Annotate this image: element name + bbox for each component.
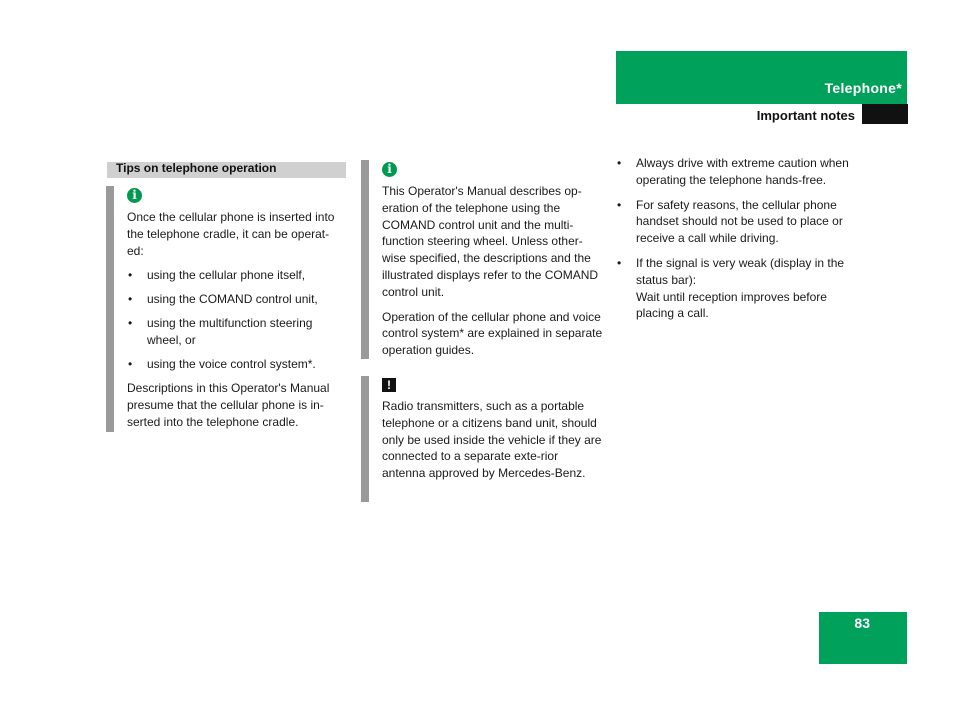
safety-list — [616, 155, 861, 330]
list-item: • using the voice control system*. — [127, 356, 350, 373]
operation-methods-list — [127, 267, 350, 372]
note-intro: Once the cellular phone is inserted into the telephone cradle, it can be operat-ed: — [127, 210, 335, 258]
list-item: • using the multifunction steering wheel, or — [127, 315, 337, 349]
info-icon: i — [127, 188, 142, 203]
info-note-manual — [361, 160, 606, 359]
list-item: • Always drive with extreme caution when operating the telephone hands-free. — [616, 155, 861, 189]
section-marker — [862, 104, 908, 124]
info-paragraph: This Operator's Manual describes op-eration of the telephone using the COMAND control unit and the multi-function steering wheel. Unless other-wise specified, the descriptions and the illustrated displays refer to the COMAND control unit. — [382, 184, 599, 299]
list-item: • For safety reasons, the cellular phone handset should not be used to place or receive a call while driving. — [616, 197, 861, 247]
chapter-tab — [616, 51, 907, 104]
warning-icon: ! — [382, 378, 396, 392]
page-number: 83 — [854, 615, 870, 631]
list-item: • using the COMAND control unit, — [127, 291, 350, 308]
note-outro: Descriptions in this Operator's Manual presume that the cellular phone is in-serted into the telephone cradle. — [127, 381, 330, 429]
warning-text: Radio transmitters, such as a portable telephone or a citizens band unit, should only be used inside the vehicle if they are connected to a separate exte-rior antenna approved by Mercedes-Benz. — [382, 399, 602, 481]
warning-note-radio — [361, 376, 606, 502]
section-title: Important notes — [756, 108, 855, 123]
list-item-continuation: Wait until reception improves before placing a call. — [636, 289, 827, 321]
list-item: • using the cellular phone itself, — [127, 267, 350, 284]
chapter-title: Telephone* — [824, 80, 902, 96]
list-item — [616, 255, 861, 322]
list-item-text: If the signal is very weak (display in the status bar): — [636, 255, 845, 287]
subsection-heading: Tips on telephone operation — [116, 161, 277, 175]
info-icon: i — [382, 162, 397, 177]
info-note-cradle — [106, 186, 350, 432]
info-paragraph: Operation of the cellular phone and voice control system* are explained in separate operation guides. — [382, 309, 603, 358]
